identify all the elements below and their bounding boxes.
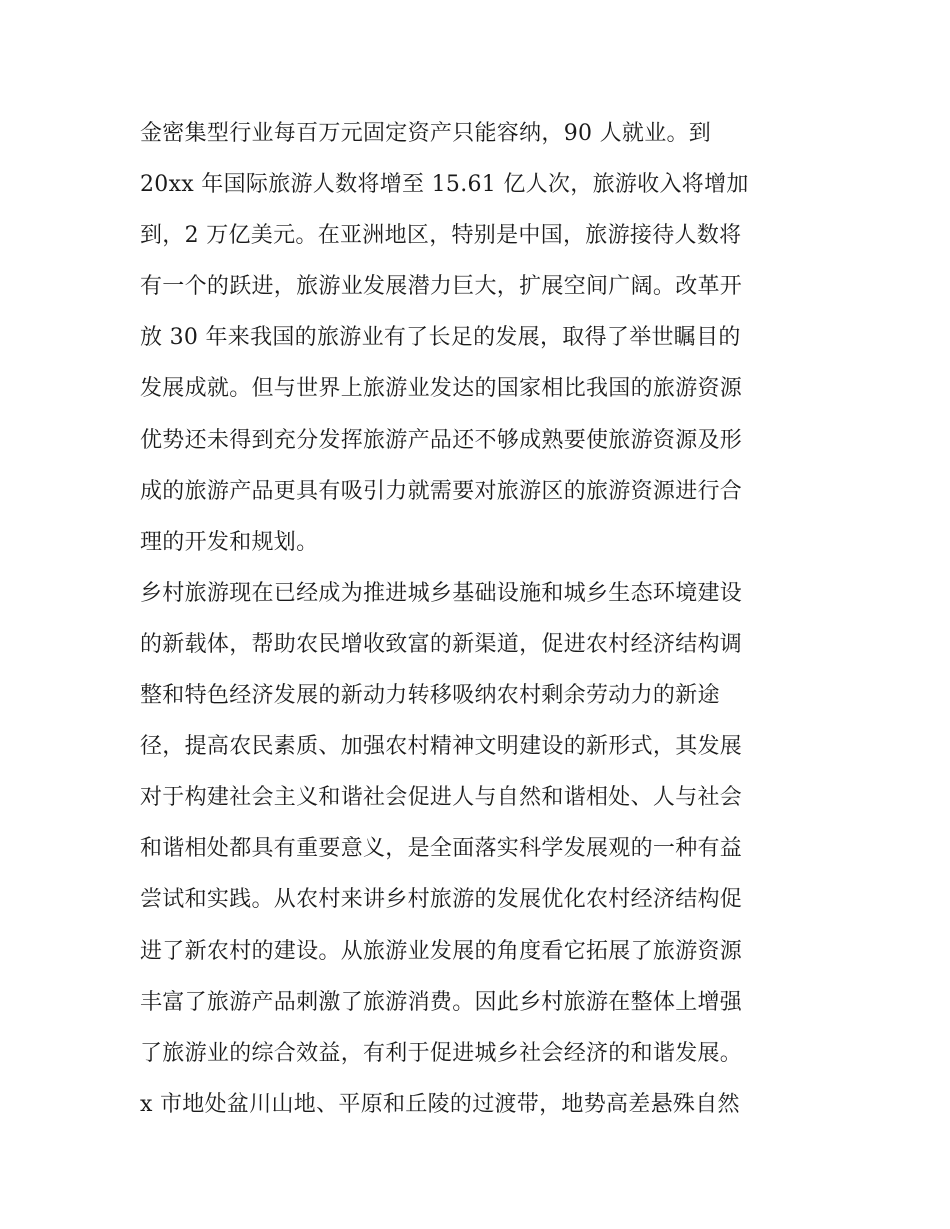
text-line: 进了新农村的建设。从旅游业发展的角度看它拓展了旅游资源 [140,938,743,964]
text-line: 放 30 年来我国的旅游业有了长足的发展，取得了举世瞩目的 [140,325,741,351]
text-line: x 市地处盆川山地、平原和丘陵的过渡带，地势高差悬殊自然 [140,1091,740,1117]
text-line: 优势还未得到充分发挥旅游产品还不够成熟要使旅游资源及形 [140,427,743,453]
text-line: 对于构建社会主义和谐社会促进人与自然和谐相处、人与社会 [140,785,743,811]
text-line: 理的开发和规划。 [140,529,319,555]
text-line: 尝试和实践。从农村来讲乡村旅游的发展优化农村经济结构促 [140,887,743,913]
text-line: 整和特色经济发展的新动力转移吸纳农村剩余劳动力的新途 [140,683,720,709]
text-line: 径，提高农民素质、加强农村精神文明建设的新形式，其发展 [140,734,743,760]
text-line: 乡村旅游现在已经成为推进城乡基础设施和城乡生态环境建设 [140,580,743,606]
text-line: 和谐相处都具有重要意义，是全面落实科学发展观的一种有益 [140,836,743,862]
text-line: 了旅游业的综合效益，有利于促进城乡社会经济的和谐发展。 [140,1040,743,1066]
text-line: 金密集型行业每百万元固定资产只能容纳，90 人就业。到 [140,121,712,146]
text-line: 的新载体，帮助农民增收致富的新渠道，促进农村经济结构调 [140,631,743,657]
text-line: 有一个的跃进，旅游业发展潜力巨大，扩展空间广阔。改革开 [140,274,743,300]
body-text [140,108,820,1130]
text-line: 成的旅游产品更具有吸引力就需要对旅游区的旅游资源进行合 [140,478,743,504]
text-line: 丰富了旅游产品刺激了旅游消费。因此乡村旅游在整体上增强 [140,989,743,1015]
text-line: 发展成就。但与世界上旅游业发达的国家相比我国的旅游资源 [140,376,743,402]
text-line: 到，2 万亿美元。在亚洲地区，特别是中国，旅游接待人数将 [140,223,742,249]
text-line: 20xx 年国际旅游人数将增至 15.61 亿人次，旅游收入将增加 [140,172,749,198]
